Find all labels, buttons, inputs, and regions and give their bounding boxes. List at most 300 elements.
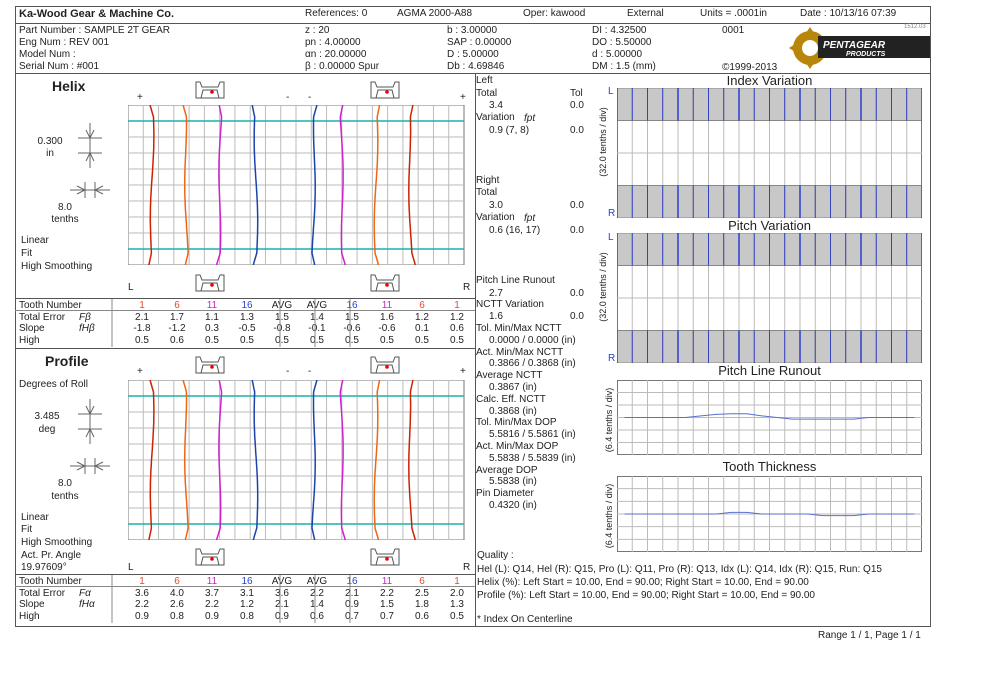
tooth-number: 16 <box>346 300 358 311</box>
table-cell: 1.4 <box>310 599 324 610</box>
table-cell: 1.6 <box>380 311 394 323</box>
bar <box>846 186 861 219</box>
bar <box>678 186 693 219</box>
bar <box>831 331 846 364</box>
table-cell: 0.6 <box>415 610 429 622</box>
tooth-number: 1 <box>454 576 460 587</box>
profile-title: Profile <box>45 353 89 369</box>
table-cell: 0.5 <box>135 334 149 346</box>
profile-subtitle: Degrees of Roll <box>19 379 88 390</box>
bar <box>693 186 708 219</box>
table-row-symbol: fHβ <box>79 323 95 334</box>
bar <box>678 331 693 364</box>
table-cell: 0.8 <box>240 610 254 622</box>
bar <box>831 88 846 121</box>
table-row-symbol: Fα <box>79 587 91 599</box>
result-text: 3.4 <box>489 100 503 111</box>
table-row-symbol: Fβ <box>79 311 91 323</box>
info-c5-line: 0001 <box>722 25 745 36</box>
table-cell: 0.9 <box>205 610 219 622</box>
bar <box>739 88 754 121</box>
bar-chart <box>617 233 922 363</box>
table-grid <box>15 575 475 623</box>
result-text: Variation <box>476 212 515 223</box>
bar <box>785 233 800 266</box>
bar <box>861 233 876 266</box>
tooth-number: 11 <box>206 300 218 311</box>
result-text: 0.0 <box>570 225 584 236</box>
bar <box>754 186 769 219</box>
result-text: 3.0 <box>489 200 503 211</box>
bar <box>739 331 754 364</box>
bar <box>861 88 876 121</box>
profile-scale-arrows <box>70 394 110 504</box>
table-cell: 0.6 <box>450 323 464 334</box>
result-line: 0.3867 (in) <box>489 382 537 393</box>
result-text: Tol <box>570 88 583 99</box>
bar <box>815 186 830 219</box>
references: References: 0 <box>305 8 368 19</box>
result-text: 2.7 <box>489 288 503 299</box>
helix-title: Helix <box>52 78 86 94</box>
info-c4-line: DO : 5.50000 <box>592 37 652 48</box>
table-cell: 3.7 <box>205 587 219 599</box>
table-cell: 2.0 <box>450 587 464 599</box>
gear-tooth-icon <box>196 549 224 565</box>
bar <box>892 88 907 121</box>
result-line: 5.5838 / 5.5839 (in) <box>489 452 576 464</box>
bar <box>663 331 678 364</box>
result-text: 0.9 (7, 8) <box>489 125 530 136</box>
table-cell: 0.7 <box>380 610 394 622</box>
index-title: Index Variation <box>726 73 813 88</box>
result-line: Act. Min/Max DOP <box>476 441 559 452</box>
gear-tooth-icon <box>196 357 224 373</box>
table-cell: 1.5 <box>380 599 394 610</box>
info-c1-line: Eng Num : REV 001 <box>19 37 110 48</box>
table-cell: 2.2 <box>205 599 219 610</box>
bar <box>724 233 739 266</box>
profile-scale-bottom: 8.0 <box>58 478 72 489</box>
table-cell: -1.2 <box>168 323 186 334</box>
result-line: Pin Diameter <box>476 488 534 500</box>
bar <box>663 88 678 121</box>
table-cell: 0.3 <box>205 323 219 334</box>
bar <box>907 186 922 219</box>
units: Units = .0001in <box>700 8 767 19</box>
info-c1-line: Model Num : <box>19 49 76 60</box>
line-chart <box>617 476 922 552</box>
bar <box>800 186 815 219</box>
table-row-label: High <box>19 334 40 346</box>
table-cell: 0.5 <box>310 334 324 346</box>
bar <box>892 233 907 266</box>
profile-minus-left: - <box>286 366 290 377</box>
info-c3-line: Db : 4.69846 <box>447 61 505 72</box>
helix-scale-bottom-unit: tenths <box>51 214 79 225</box>
table-cell: 0.7 <box>345 610 359 622</box>
table-cell: -0.6 <box>343 323 361 334</box>
table-cell: 0.6 <box>170 334 184 346</box>
runout-title: Pitch Line Runout <box>718 363 821 378</box>
table-cell: 0.5 <box>450 334 464 346</box>
profile-left-mark: L <box>128 562 134 573</box>
bar <box>800 88 815 121</box>
gear-tooth-icon <box>196 82 224 98</box>
profile-plus-right: + <box>460 366 466 377</box>
pitch-title: Pitch Variation <box>728 218 811 233</box>
bar <box>754 88 769 121</box>
table-cell: 2.1 <box>275 599 289 610</box>
table-cell: 0.6 <box>310 610 324 622</box>
mark-L: L <box>608 232 614 243</box>
bar <box>663 233 678 266</box>
gear-tooth-icon <box>367 79 403 101</box>
pentagear-logo <box>788 24 931 71</box>
bar <box>663 186 678 219</box>
table-cell: 2.5 <box>415 587 429 599</box>
footnote: * Index On Centerline <box>477 614 573 625</box>
bar <box>617 233 632 266</box>
info-c2-line: pn : 4.00000 <box>305 37 361 48</box>
result-text: Total <box>476 88 498 99</box>
bar <box>770 88 785 121</box>
gear-tooth-icon <box>196 275 224 291</box>
bar <box>617 88 632 121</box>
info-c4-line: d : 5.00000 <box>592 49 643 60</box>
helix-left-mark: L <box>128 282 134 293</box>
tooth-number: 16 <box>241 576 253 587</box>
bar <box>907 331 922 364</box>
table-cell: 0.9 <box>275 610 289 622</box>
bar <box>632 331 647 364</box>
profile-scale-top-unit: deg <box>38 424 56 435</box>
bar <box>892 186 907 219</box>
bar <box>648 233 663 266</box>
info-c2-line: αn : 20.00000 <box>305 49 367 60</box>
table-row-label: Total Error <box>19 311 66 323</box>
mode: External <box>627 8 664 19</box>
table-row-label: Tooth Number <box>19 300 82 311</box>
helix-label-fit: Fit <box>21 248 33 259</box>
quality-line: Hel (L): Q14, Hel (R): Q15, Pro (L): Q11, Pro (R): Q13, Idx (L): Q14, Idx (R): Q15, Run: Q15 <box>477 564 882 575</box>
table-cell: -0.5 <box>238 323 256 334</box>
table-row-symbol: fHα <box>79 599 95 610</box>
profile-minus-right: - <box>308 366 312 377</box>
bar <box>632 233 647 266</box>
table-cell: 2.1 <box>135 311 149 323</box>
mark-L: L <box>608 86 614 97</box>
info-c3-line: SAP : 0.00000 <box>447 37 512 48</box>
result-text: 0.0 <box>570 288 584 299</box>
helix-scale-arrows <box>70 118 110 228</box>
table-cell: 2.2 <box>380 587 394 599</box>
helix-scale-top-unit: in <box>46 148 54 159</box>
bar <box>724 186 739 219</box>
helix-right-mark: R <box>463 282 471 293</box>
table-cell: 0.8 <box>170 610 184 622</box>
table-row-label: Total Error <box>19 587 66 599</box>
profile-plus-left: + <box>137 366 143 377</box>
table-row-label: Slope <box>19 323 45 334</box>
line-chart <box>617 380 922 455</box>
standard: AGMA 2000-A88 <box>397 8 473 19</box>
bar <box>709 88 724 121</box>
bar <box>648 186 663 219</box>
quality-label: Quality : <box>477 550 514 561</box>
bar <box>846 88 861 121</box>
table-cell: 3.1 <box>240 587 254 599</box>
result-text: 0.0 <box>570 200 584 211</box>
table-cell: 2.2 <box>310 587 324 599</box>
bar-chart <box>617 88 922 218</box>
tooth-number: 6 <box>419 576 425 587</box>
bar <box>739 186 754 219</box>
result-fpt: fpt <box>524 213 536 224</box>
bar <box>815 331 830 364</box>
result-text: NCTT Variation <box>476 299 544 310</box>
result-line: Average DOP <box>476 464 538 476</box>
result-text: 0.0 <box>570 311 584 322</box>
bar <box>632 186 647 219</box>
gear-tooth-icon <box>192 272 228 294</box>
bar <box>693 233 708 266</box>
bar <box>876 331 891 364</box>
profile-label-angle: Act. Pr. Angle <box>21 550 82 561</box>
tooth-number: 16 <box>241 300 253 311</box>
table-cell: 1.3 <box>240 311 254 323</box>
helix-plus-left: + <box>137 92 143 103</box>
mark-R: R <box>608 353 616 364</box>
profile-label-linear: Linear <box>21 512 49 523</box>
table-cell: 0.5 <box>380 334 394 346</box>
svg-text:PENTAGEAR: PENTAGEAR <box>823 40 886 51</box>
bar <box>876 186 891 219</box>
bar <box>648 331 663 364</box>
bar <box>739 233 754 266</box>
result-text: Right <box>476 175 500 186</box>
bar <box>632 88 647 121</box>
info-c2-line: z : 20 <box>305 25 330 36</box>
helix-minus-right: - <box>308 92 312 103</box>
tooth-number: AVG <box>271 576 293 587</box>
svg-text:PRODUCTS: PRODUCTS <box>846 51 886 58</box>
gear-tooth-icon <box>367 272 403 294</box>
table-cell: 2.2 <box>135 599 149 610</box>
bar <box>724 88 739 121</box>
tooth-number: 1 <box>139 300 145 311</box>
bar <box>617 331 632 364</box>
page-range: Range 1 / 1, Page 1 / 1 <box>818 630 921 641</box>
table-cell: 0.5 <box>450 610 464 622</box>
table-cell: -0.6 <box>378 323 396 334</box>
table-cell: -0.1 <box>308 323 326 334</box>
table-cell: 1.3 <box>450 599 464 610</box>
bar <box>617 186 632 219</box>
bar <box>648 88 663 121</box>
bar <box>754 233 769 266</box>
helix-label-linear: Linear <box>21 235 49 246</box>
result-line: 0.4320 (in) <box>489 500 537 511</box>
profile-scale-top: 3.485 <box>34 411 60 422</box>
table-row-label: High <box>19 610 40 622</box>
bar <box>785 186 800 219</box>
table-cell: 0.5 <box>205 334 219 346</box>
info-c3-line: D : 5.00000 <box>447 49 499 60</box>
mark-R: R <box>608 208 616 219</box>
bar <box>861 186 876 219</box>
gear-tooth-icon <box>192 354 228 376</box>
profile-chart <box>128 380 472 540</box>
result-line: Calc. Eff. NCTT <box>476 393 546 405</box>
bar <box>678 233 693 266</box>
result-line: Act. Min/Max NCTT <box>476 346 564 358</box>
table-cell: 2.6 <box>170 599 184 610</box>
bar <box>693 331 708 364</box>
axis-label: (32.0 tenths / div) <box>598 107 608 177</box>
helix-plus-right: + <box>460 92 466 103</box>
table-cell: 1.2 <box>450 311 464 323</box>
result-text: 0.0 <box>570 100 584 111</box>
bar <box>785 331 800 364</box>
bar <box>754 331 769 364</box>
tooth-number: 16 <box>346 576 358 587</box>
date: Date : 10/13/16 07:39 <box>800 8 897 19</box>
bar <box>800 233 815 266</box>
table-cell: 0.5 <box>345 334 359 346</box>
helix-scale-top: 0.300 <box>37 136 63 147</box>
helix-minus-left: - <box>286 92 290 103</box>
result-text: 0.6 (16, 17) <box>489 225 541 236</box>
info-c4-line: DI : 4.32500 <box>592 25 647 36</box>
result-line: 0.3868 (in) <box>489 405 537 417</box>
table-cell: 0.5 <box>240 334 254 346</box>
bar <box>831 186 846 219</box>
bar <box>678 88 693 121</box>
axis-label: (32.0 tenths / div) <box>598 252 608 322</box>
profile-percent-line: Profile (%): Left Start = 10.00, End = 90.00; Right Start = 10.00, End = 90.00 <box>477 590 815 601</box>
bar <box>709 331 724 364</box>
tooth-number: 11 <box>381 576 393 587</box>
table-cell: 1.8 <box>415 599 429 610</box>
table-cell: 3.6 <box>135 587 149 599</box>
profile-right-mark: R <box>463 562 471 573</box>
profile-label-fit: Fit <box>21 524 33 535</box>
gear-tooth-icon <box>371 82 399 98</box>
table-cell: 1.4 <box>310 311 324 323</box>
info-c4-line: DM : 1.5 (mm) <box>592 61 656 72</box>
tooth-number: 1 <box>139 576 145 587</box>
thickness-title: Tooth Thickness <box>722 459 817 474</box>
table-cell: -1.8 <box>133 323 151 334</box>
profile-label-angle-value: 19.97609° <box>21 562 67 573</box>
gear-tooth-icon <box>367 354 403 376</box>
tooth-number: AVG <box>271 300 293 311</box>
bar <box>876 233 891 266</box>
table-cell: 1.5 <box>275 311 289 323</box>
bar <box>831 233 846 266</box>
axis-label: (6.4 tenths / div) <box>604 387 614 453</box>
gear-tooth-icon <box>192 79 228 101</box>
result-line: 0.3866 / 0.3868 (in) <box>489 358 576 370</box>
tooth-number: 6 <box>419 300 425 311</box>
info-c1-line: Part Number : SAMPLE 2T GEAR <box>19 25 170 36</box>
bar <box>815 233 830 266</box>
bar <box>876 88 891 121</box>
result-line: 5.5838 (in) <box>489 476 537 488</box>
table-cell: 0.1 <box>415 323 429 334</box>
tooth-number: AVG <box>306 576 328 587</box>
result-text: Variation <box>476 112 515 123</box>
tooth-number: 11 <box>206 576 218 587</box>
bar <box>785 88 800 121</box>
gear-tooth-icon <box>367 546 403 568</box>
bar <box>724 331 739 364</box>
table-cell: 0.5 <box>275 334 289 346</box>
result-line: 0.0000 / 0.0000 (in) <box>489 334 576 346</box>
table-cell: 1.2 <box>240 599 254 610</box>
result-text: Pitch Line Runout <box>476 275 555 286</box>
bar <box>693 88 708 121</box>
bar <box>770 331 785 364</box>
result-line: 5.5816 / 5.5861 (in) <box>489 429 576 441</box>
profile-scale-bottom-unit: tenths <box>51 491 79 502</box>
company-name: Ka-Wood Gear & Machine Co. <box>19 8 175 20</box>
bar <box>861 331 876 364</box>
table-cell: 0.5 <box>415 334 429 346</box>
table-grid <box>15 299 475 347</box>
axis-label: (6.4 tenths / div) <box>604 483 614 549</box>
bar <box>709 186 724 219</box>
result-line: Tol. Min/Max DOP <box>476 417 557 429</box>
info-c2-line: β : 0.00000 Spur <box>305 61 380 72</box>
operator: Oper: kawood <box>523 8 586 19</box>
table-cell: 0.9 <box>345 599 359 610</box>
bar <box>892 331 907 364</box>
info-c5-line: ©1999-2013 <box>722 62 778 73</box>
tooth-number: 6 <box>174 300 180 311</box>
helix-percent-line: Helix (%): Left Start = 10.00, End = 90.00; Right Start = 10.00, End = 90.00 <box>477 577 809 588</box>
table-row-label: Slope <box>19 599 45 610</box>
result-text: Total <box>476 187 498 198</box>
bar <box>800 331 815 364</box>
tooth-number: AVG <box>306 300 328 311</box>
profile-label-smoothing: High Smoothing <box>21 537 93 548</box>
helix-scale-bottom: 8.0 <box>58 202 72 213</box>
table-cell: 4.0 <box>170 587 184 599</box>
table-row-label: Tooth Number <box>19 576 82 587</box>
bar <box>846 331 861 364</box>
version: 1512.03 <box>904 24 926 30</box>
bar <box>770 233 785 266</box>
gear-tooth-icon <box>371 549 399 565</box>
bar <box>815 88 830 121</box>
bar <box>846 233 861 266</box>
table-cell: -0.8 <box>273 323 291 334</box>
table-cell: 3.6 <box>275 587 289 599</box>
table-cell: 1.2 <box>415 311 429 323</box>
table-cell: 1.5 <box>345 311 359 323</box>
helix-label-smoothing: High Smoothing <box>21 261 93 272</box>
bar <box>907 88 922 121</box>
info-c1-line: Serial Num : #001 <box>19 61 100 72</box>
result-text: Left <box>476 75 493 86</box>
result-line: Average NCTT <box>476 370 543 382</box>
table-cell: 2.1 <box>345 587 359 599</box>
table-cell: 1.7 <box>170 311 184 323</box>
gear-tooth-icon <box>371 275 399 291</box>
gear-tooth-icon <box>371 357 399 373</box>
